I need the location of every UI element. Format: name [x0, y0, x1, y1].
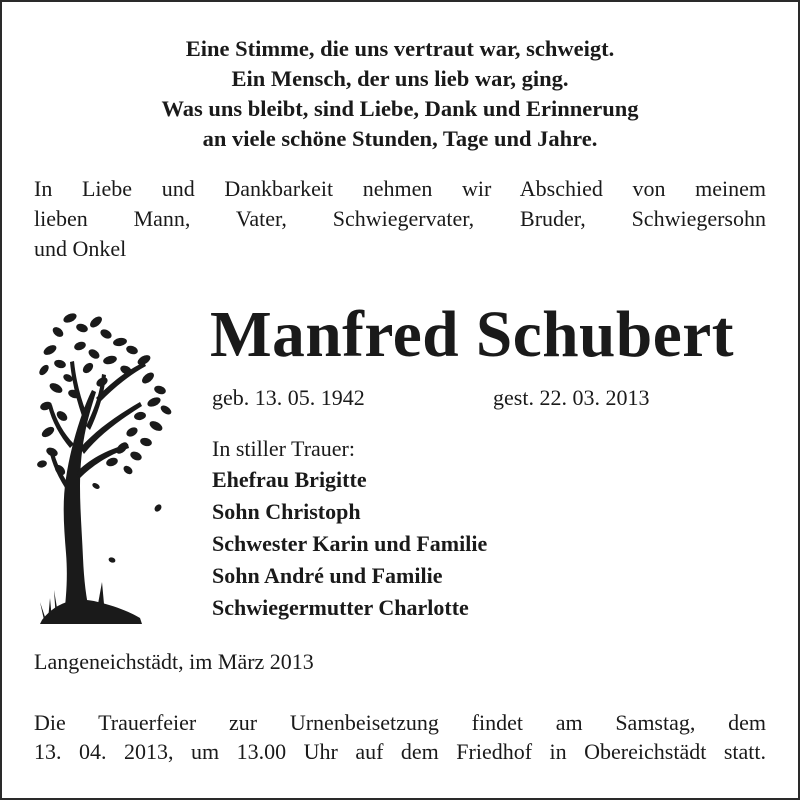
birth-date: geb. 13. 05. 1942	[212, 385, 365, 410]
verse-line: Was uns bleibt, sind Liebe, Dank und Erinnerung	[161, 96, 639, 121]
deceased-name: Manfred Schubert	[210, 298, 734, 371]
funeral-service-notice	[34, 708, 766, 766]
verse-line: Ein Mensch, der uns lieb war, ging.	[231, 66, 569, 91]
mourner-entry: Ehefrau Brigitte	[212, 467, 367, 492]
farewell-line: lieben Mann, Vater, Schwiegervater, Bruder, Schwiegersohn	[34, 206, 766, 231]
mourners-list	[212, 464, 487, 624]
mourner-entry: Schwester Karin und Familie	[212, 531, 488, 556]
place-and-date: Langeneichstädt, im März 2013	[34, 649, 314, 674]
farewell-line: In Liebe und Dankbarkeit nehmen wir Abschied von meinem	[34, 176, 766, 201]
mourner-entry: Sohn Christoph	[212, 499, 361, 524]
farewell-text	[34, 174, 766, 264]
service-line: 13. 04. 2013, um 13.00 Uhr auf dem Friedhof in Obereichstädt statt.	[34, 739, 766, 764]
verse-line: Eine Stimme, die uns vertraut war, schweigt.	[185, 36, 615, 61]
death-date: gest. 22. 03. 2013	[493, 385, 650, 410]
memorial-verse	[0, 34, 800, 154]
service-line: Die Trauerfeier zur Urnenbeisetzung findet am Samstag, dem	[34, 710, 766, 735]
mourner-entry: Sohn André und Familie	[212, 563, 443, 588]
mourner-entry: Schwiegermutter Charlotte	[212, 595, 469, 620]
verse-line: an viele schöne Stunden, Tage und Jahre.	[202, 126, 598, 151]
tree-illustration-icon	[36, 298, 176, 628]
mourning-label: In stiller Trauer:	[212, 436, 355, 461]
farewell-line: und Onkel	[34, 236, 127, 261]
